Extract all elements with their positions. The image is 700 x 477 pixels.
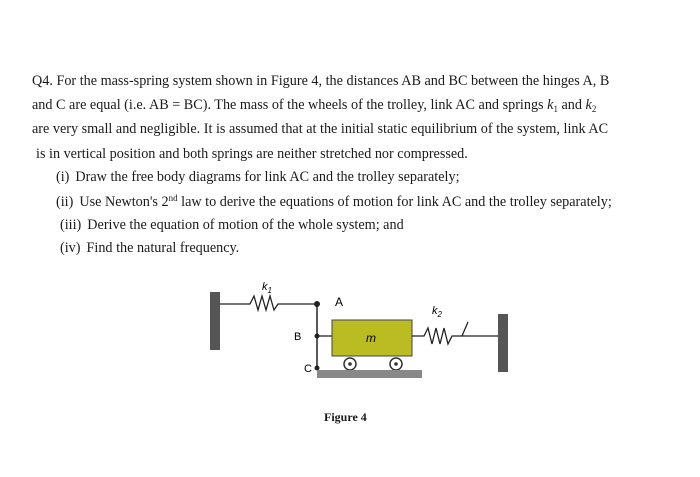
hinge-c (315, 366, 320, 371)
label-b: B (294, 331, 302, 343)
mass-label: m (366, 331, 376, 345)
item-number: (i) (56, 169, 70, 185)
spring-k2 (412, 322, 468, 344)
item-superscript: nd (168, 193, 178, 203)
and-text: and (557, 97, 586, 113)
right-wall (498, 314, 508, 372)
wheel-hub (348, 362, 352, 366)
question-number: Q4. (32, 73, 53, 89)
list-item (56, 168, 460, 186)
question-line-1 (32, 72, 609, 90)
spring-k1 (220, 296, 316, 310)
item-number: (iv) (60, 240, 81, 256)
question-line-4 (36, 145, 468, 163)
question-text-4: is in vertical position and both springs are neither stretched nor compressed. (36, 146, 468, 162)
question-text-3: are very small and negligible. It is assumed that at the initial static equilibrium of the system, link AC (32, 121, 609, 137)
item-text: Draw the free body diagrams for link AC and the trolley separately; (75, 169, 460, 185)
k1-symbol: $k_1$ (547, 97, 558, 114)
item-text: Find the natural frequency. (86, 240, 240, 256)
k1-label: $k_1$ (262, 281, 272, 295)
wheel-hub (394, 362, 398, 366)
k2-label: $k_2$ (432, 305, 442, 319)
left-wall (210, 292, 220, 350)
question-text-2: and C are equal (i.e. AB = BC). The mass of the wheels of the trolley, link AC and springs (32, 97, 544, 113)
item-text-after: law to derive the equations of motion for link AC and the trolley separately; (177, 194, 612, 210)
label-a: A (335, 295, 344, 309)
list-item (60, 239, 239, 257)
ground (317, 370, 422, 378)
list-item (56, 193, 612, 211)
label-c: C (304, 363, 312, 375)
item-number: (iii) (60, 217, 82, 233)
list-item (60, 216, 404, 234)
question-line-3 (32, 120, 608, 138)
item-text: Derive the equation of motion of the whole system; and (87, 217, 404, 233)
question-text-1: For the mass-spring system shown in Figure 4, the distances AB and BC between the hinges A, B (56, 73, 610, 89)
item-text: Use Newton's 2 (79, 194, 169, 210)
k2-symbol: $k_2$ (585, 97, 597, 114)
question-line-2 (32, 96, 596, 114)
item-number: (ii) (56, 194, 74, 210)
mass-spring-figure (200, 270, 520, 400)
figure-caption: Figure 4 (324, 410, 367, 424)
